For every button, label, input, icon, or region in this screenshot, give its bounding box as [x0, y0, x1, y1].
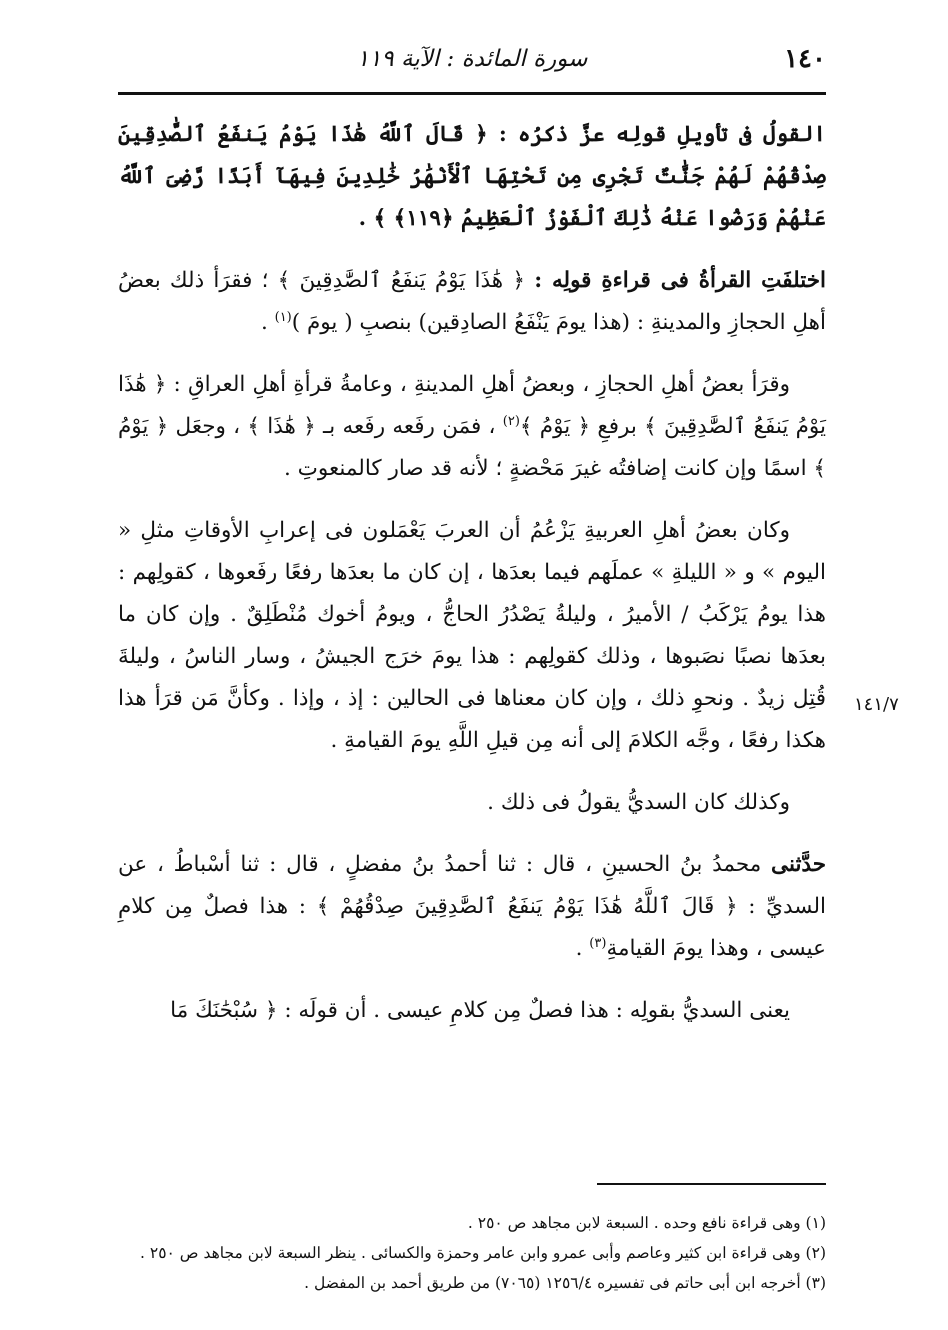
paragraph-4: [118, 510, 826, 762]
margin-reference: ١٤١/٧: [854, 694, 899, 715]
paragraph-text: محمدُ بنُ الحسينِ ، قال : ثنا أحمدُ بنُ مفضلٍ ، قال : ثنا أسْباطُ ، عن السديِّ : ﴿ قَالَ ٱللَّهُ هَٰذَا يَوْمُ يَنفَعُ ٱلصَّٰدِقِينَ صِدْقُهُمْ ﴾ : هذا فصلٌ مِن كلامِ عيسى ، وهذا يومَ القيامةِ: [118, 852, 826, 961]
footnote-marker: (٣): [589, 935, 607, 951]
paragraph-text: وقرَأ بعضُ أهلِ الحجازِ ، وبعضُ أهلِ المدينةِ ، وعامةُ قرأةِ أهلِ العراقِ : ﴿ هَٰذَا يَوْمُ يَنفَعُ ٱلصَّٰدِقِينَ ﴾ برفعِ ﴿ يَوْمُ ﴾: [118, 372, 826, 439]
paragraph-lead: اختلفَتِ القرأةُ فى قراءةِ قولِه :: [534, 268, 826, 293]
header-divider: [118, 92, 826, 95]
footnote-marker: (١): [274, 309, 292, 325]
paragraph-3: [118, 364, 826, 490]
paragraph-lead: القولُ فى تأويلِ قولِه عزَّ ذكرُه :: [498, 122, 826, 147]
main-text: [118, 114, 826, 1052]
footnote-2: (٢) وهى قراءة ابن كثير وعاصم وأبى عمرو وابن عامر وحمزة والكسائى . ينظر السبعة لابن مجاهد ص ٢٥٠ .: [140, 1244, 826, 1262]
paragraph-6: [118, 844, 826, 970]
footnote-3: (٣) أخرجه ابن أبى حاتم فى تفسيره ١٢٥٦/٤ (٧٠٦٥) من طريق أحمد بن المفضل .: [304, 1274, 826, 1292]
paragraph-1: [118, 114, 826, 240]
paragraph-lead: حدَّثنى: [771, 852, 826, 877]
page-header: [118, 38, 826, 82]
paragraph-text: وكذلك كان السديُّ يقولُ فى ذلك .: [487, 790, 790, 815]
footnotes: [110, 1208, 826, 1298]
running-title: سورة المائدة : الآية ١١٩: [356, 46, 588, 72]
paragraph-tail: .: [260, 310, 275, 335]
paragraph-5: [118, 782, 826, 824]
footnote-marker: (٢): [502, 413, 520, 429]
paragraph-tail: .: [575, 936, 590, 961]
paragraph-7: [118, 990, 826, 1032]
footnote-divider: [597, 1183, 826, 1185]
paragraph-text: يعنى السديُّ بقولِه : هذا فصلٌ مِن كلامِ عيسى . أن قولَه : ﴿ سُبْحَٰنَكَ مَا: [170, 998, 790, 1023]
paragraph-text: ﴿ هَٰذَا يَوْمُ يَنفَعُ ٱلصَّٰدِقِينَ ﴾ ؛ فقرَأ ذلك بعضُ أهلِ الحجازِ والمدينةِ : (هذا يومَ يَنْفَعُ الصادِقين) بنصبِ ( يومَ ): [118, 268, 826, 335]
paragraph-text: ﴿ قَالَ ٱللَّهُ هَٰذَا يَوْمُ يَنفَعُ ٱلصَّٰدِقِينَ صِدْقُهُمْ لَهُمْ جَنَّٰتٌ تَجْرِى مِن تَحْتِهَا ٱلْأَنْهَٰرُ خَٰلِدِينَ فِيهَآ أَبَدًا رَّضِىَ ٱللَّهُ عَنْهُمْ وَرَضُوا عَنْهُ ذَٰلِكَ ٱلْفَوْزُ ٱلْعَظِيمُ ﴿١١٩﴾ ﴾ .: [118, 122, 826, 231]
paragraph-text: وكان بعضُ أهلِ العربيةِ يَزْعُمُ أن العربَ يَعْمَلون فى إعرابِ الأوقاتِ مثلِ « اليوم » و « الليلةِ » عملَهم فيما بعدَها ، إن كان ما بعدَها رفعًا رفَعوها ، كقولِهم : هذا يومُ يَرْكَبُ / الأميرُ ، وليلةُ يَصْدُرُ الحاجُّ ، ويومُ أخوك مُنْطَلِقٌ . وإن كان ما بعدَها نصبًا نصَبوها ، وذلك كقولِهم : هذا يومَ خرَج الجيشُ ، وسار الناسُ ، وليلةَ قُتِل زيدٌ . ونحوِ ذلك ، وإن كان معناها فى الحالين : إذ ، وإذا . وكأنَّ مَن قرَأ هذا هكذا رفعًا ، وجَّه الكلامَ إلى أنه مِن قيلِ اللَّهِ يومَ القيامةِ .: [118, 518, 826, 753]
paragraph-tail: ، فمَن رفَعه رفَعه بـ ﴿ هَٰذَا ﴾ ، وجعَل ﴿ يَوْمُ ﴾ اسمًا وإن كانت إضافتُه غيرَ مَحْضةٍ ؛ لأنه قد صار كالمنعوتِ .: [118, 414, 826, 481]
footnote-1: (١) وهى قراءة نافع وحده . السبعة لابن مجاهد ص ٢٥٠ .: [467, 1214, 826, 1232]
paragraph-2: [118, 260, 826, 344]
page-number: ١٤٠: [784, 44, 826, 74]
